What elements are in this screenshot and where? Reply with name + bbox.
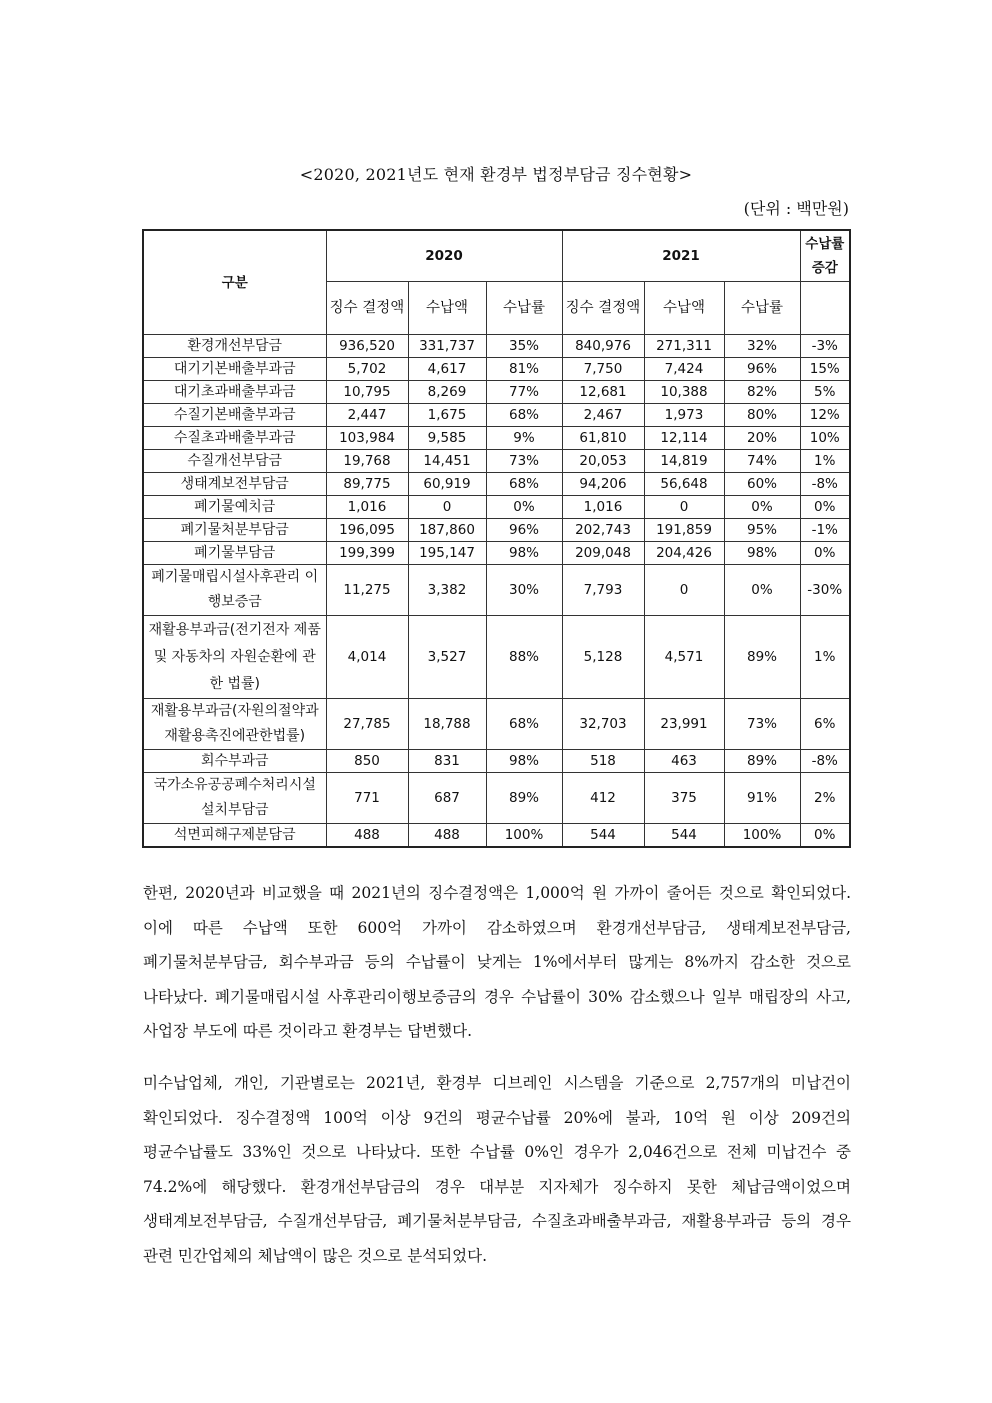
row-value: 771 — [326, 773, 408, 824]
header-category: 구분 — [143, 230, 326, 335]
row-name: 재활용부과금(자원의절약과재활용촉진에관한법률) — [143, 699, 326, 750]
row-value: 89,775 — [326, 473, 408, 496]
row-value: 94,206 — [562, 473, 644, 496]
row-name: 폐기물매립시설사후관리 이행보증금 — [143, 565, 326, 616]
row-value: 68% — [486, 699, 562, 750]
table-row — [143, 427, 850, 450]
row-value: 73% — [724, 699, 800, 750]
row-value: 412 — [562, 773, 644, 824]
row-value: 196,095 — [326, 519, 408, 542]
row-value: 27,785 — [326, 699, 408, 750]
row-name: 대기기본배출부과금 — [143, 358, 326, 381]
row-value: 60,919 — [408, 473, 486, 496]
row-value: 80% — [724, 404, 800, 427]
row-value: -1% — [800, 519, 850, 542]
row-value: 96% — [724, 358, 800, 381]
row-value: 518 — [562, 750, 644, 773]
row-name: 생태계보전부담금 — [143, 473, 326, 496]
row-name: 폐기물처분부담금 — [143, 519, 326, 542]
header-2020-rate: 수납률 — [486, 282, 562, 335]
row-value: 6% — [800, 699, 850, 750]
table-row — [143, 616, 850, 699]
row-value: 20,053 — [562, 450, 644, 473]
row-value: 81% — [486, 358, 562, 381]
row-value: 0 — [408, 496, 486, 519]
row-value: 11,275 — [326, 565, 408, 616]
row-value: 4,571 — [644, 616, 724, 699]
row-value: 1,016 — [326, 496, 408, 519]
unit-note: (단위 : 백만원) — [743, 199, 849, 218]
row-value: 89% — [724, 616, 800, 699]
row-value: 3,382 — [408, 565, 486, 616]
row-value: 73% — [486, 450, 562, 473]
row-value: 103,984 — [326, 427, 408, 450]
row-value: 20% — [724, 427, 800, 450]
row-value: 96% — [486, 519, 562, 542]
row-name: 대기초과배출부과금 — [143, 381, 326, 404]
row-value: 4,617 — [408, 358, 486, 381]
row-value: 88% — [486, 616, 562, 699]
row-value: 2,467 — [562, 404, 644, 427]
row-value: 0% — [800, 824, 850, 848]
row-value: 10,388 — [644, 381, 724, 404]
row-value: 2,447 — [326, 404, 408, 427]
row-value: 375 — [644, 773, 724, 824]
row-value: 10,795 — [326, 381, 408, 404]
row-value: 12,114 — [644, 427, 724, 450]
row-value: 840,976 — [562, 335, 644, 358]
row-value: 35% — [486, 335, 562, 358]
row-value: 14,451 — [408, 450, 486, 473]
row-value: 7,793 — [562, 565, 644, 616]
row-value: 89% — [724, 750, 800, 773]
row-value: 199,399 — [326, 542, 408, 565]
row-value: 488 — [326, 824, 408, 848]
row-value: 209,048 — [562, 542, 644, 565]
header-2020-levy: 징수 결정액 — [326, 282, 408, 335]
row-value: 100% — [724, 824, 800, 848]
row-value: 0% — [724, 496, 800, 519]
row-value: 100% — [486, 824, 562, 848]
row-value: 544 — [562, 824, 644, 848]
row-value: 19,768 — [326, 450, 408, 473]
table-row — [143, 699, 850, 750]
row-name: 수질초과배출부과금 — [143, 427, 326, 450]
table-row — [143, 450, 850, 473]
row-value: 187,860 — [408, 519, 486, 542]
row-value: 195,147 — [408, 542, 486, 565]
row-value: 9% — [486, 427, 562, 450]
row-value: 98% — [724, 542, 800, 565]
row-value: 5,702 — [326, 358, 408, 381]
row-value: 936,520 — [326, 335, 408, 358]
header-2020: 2020 — [326, 230, 562, 282]
row-value: 5% — [800, 381, 850, 404]
row-value: 10% — [800, 427, 850, 450]
row-value: 1% — [800, 450, 850, 473]
header-change: 수납률 증감 — [800, 230, 850, 282]
row-value: 463 — [644, 750, 724, 773]
row-value: 32,703 — [562, 699, 644, 750]
row-value: 544 — [644, 824, 724, 848]
row-value: 202,743 — [562, 519, 644, 542]
row-name: 회수부과금 — [143, 750, 326, 773]
row-value: 7,424 — [644, 358, 724, 381]
paragraph-1: 한편, 2020년과 비교했을 때 2021년의 징수결정액은 1,000억 원 가까이 줄어든 것으로 확인되었다. 이에 따른 수납액 또한 600억 가까이 감소하였으며 환경개선부담금, 생태계보전부담금, 폐기물처분부담금, 회수부과금 등의 수납률이 낮게는 1%에서부터 많게는 8%까지 감소한 것으로 나타났다. 폐기물매립시설 사후관리이행보증금의 경우 수납률이 30% 감소했으나 일부 매립장의 사고, 사업장 부도에 따른 것이라고 환경부는 답변했다. — [143, 884, 851, 1040]
table-row — [143, 404, 850, 427]
table-row — [143, 335, 850, 358]
table-body — [143, 335, 850, 848]
header-2021-levy: 징수 결정액 — [562, 282, 644, 335]
table-row — [143, 750, 850, 773]
row-value: 204,426 — [644, 542, 724, 565]
row-value: 0% — [800, 542, 850, 565]
row-value: 98% — [486, 542, 562, 565]
table-row — [143, 542, 850, 565]
row-value: 0% — [724, 565, 800, 616]
header-2021-rate: 수납률 — [724, 282, 800, 335]
row-name: 수질기본배출부과금 — [143, 404, 326, 427]
row-value: 191,859 — [644, 519, 724, 542]
row-value: -3% — [800, 335, 850, 358]
row-value: 18,788 — [408, 699, 486, 750]
row-value: -8% — [800, 750, 850, 773]
row-value: 1,016 — [562, 496, 644, 519]
row-name: 재활용부과금(전기전자 제품 및 자동차의 자원순환에 관한 법률) — [143, 616, 326, 699]
row-value: 30% — [486, 565, 562, 616]
row-value: 60% — [724, 473, 800, 496]
row-value: 14,819 — [644, 450, 724, 473]
row-value: 68% — [486, 404, 562, 427]
table-row — [143, 773, 850, 824]
row-name: 환경개선부담금 — [143, 335, 326, 358]
row-value: 1% — [800, 616, 850, 699]
row-value: 56,648 — [644, 473, 724, 496]
row-name: 국가소유공공폐수처리시설 설치부담금 — [143, 773, 326, 824]
row-value: 0% — [486, 496, 562, 519]
table-row — [143, 565, 850, 616]
row-value: 0% — [800, 496, 850, 519]
row-value: 0 — [644, 565, 724, 616]
row-value: 82% — [724, 381, 800, 404]
row-value: 32% — [724, 335, 800, 358]
table-row — [143, 358, 850, 381]
row-value: 3,527 — [408, 616, 486, 699]
table-row — [143, 519, 850, 542]
row-value: 831 — [408, 750, 486, 773]
row-value: 15% — [800, 358, 850, 381]
table-row — [143, 381, 850, 404]
row-value: 12,681 — [562, 381, 644, 404]
row-value: -30% — [800, 565, 850, 616]
levy-table — [142, 229, 851, 848]
row-value: 12% — [800, 404, 850, 427]
row-name: 폐기물부담금 — [143, 542, 326, 565]
row-name: 석면피해구제분담금 — [143, 824, 326, 848]
row-value: 23,991 — [644, 699, 724, 750]
row-value: 68% — [486, 473, 562, 496]
row-name: 수질개선부담금 — [143, 450, 326, 473]
row-value: -8% — [800, 473, 850, 496]
row-value: 1,973 — [644, 404, 724, 427]
row-value: 91% — [724, 773, 800, 824]
header-2020-paid: 수납액 — [408, 282, 486, 335]
row-value: 77% — [486, 381, 562, 404]
row-value: 687 — [408, 773, 486, 824]
row-value: 271,311 — [644, 335, 724, 358]
table-caption: <2020, 2021년도 현재 환경부 법정부담금 징수현황> — [299, 165, 693, 184]
header-change-blank — [800, 282, 850, 335]
row-value: 1,675 — [408, 404, 486, 427]
paragraph-2: 미수납업체, 개인, 기관별로는 2021년, 환경부 디브레인 시스템을 기준으로 2,757개의 미납건이 확인되었다. 징수결정액 100억 이상 9건의 평균수납률 20%에 불과, 10억 원 이상 209건의 평균수납률도 33%인 것으로 나타났다. 또한 수납률 0%인 경우가 2,046건으로 전체 미납건수 중 74.2%에 해당했다. 환경개선부담금의 경우 대부분 지자체가 징수하지 못한 체납금액이었으며 생태계보전부담금, 수질개선부담금, 폐기물처분부담금, 수질초과배출부과금, 재활용부과금 등의 경우 관련 민간업체의 체납액이 많은 것으로 분석되었다. — [143, 1074, 851, 1265]
row-name: 폐기물예치금 — [143, 496, 326, 519]
table-row — [143, 473, 850, 496]
row-value: 4,014 — [326, 616, 408, 699]
row-value: 89% — [486, 773, 562, 824]
table-row — [143, 496, 850, 519]
header-2021: 2021 — [562, 230, 800, 282]
row-value: 850 — [326, 750, 408, 773]
row-value: 98% — [486, 750, 562, 773]
row-value: 61,810 — [562, 427, 644, 450]
row-value: 331,737 — [408, 335, 486, 358]
row-value: 95% — [724, 519, 800, 542]
row-value: 5,128 — [562, 616, 644, 699]
row-value: 74% — [724, 450, 800, 473]
row-value: 488 — [408, 824, 486, 848]
row-value: 8,269 — [408, 381, 486, 404]
header-2021-paid: 수납액 — [644, 282, 724, 335]
table-row — [143, 824, 850, 848]
row-value: 9,585 — [408, 427, 486, 450]
row-value: 0 — [644, 496, 724, 519]
row-value: 2% — [800, 773, 850, 824]
row-value: 7,750 — [562, 358, 644, 381]
